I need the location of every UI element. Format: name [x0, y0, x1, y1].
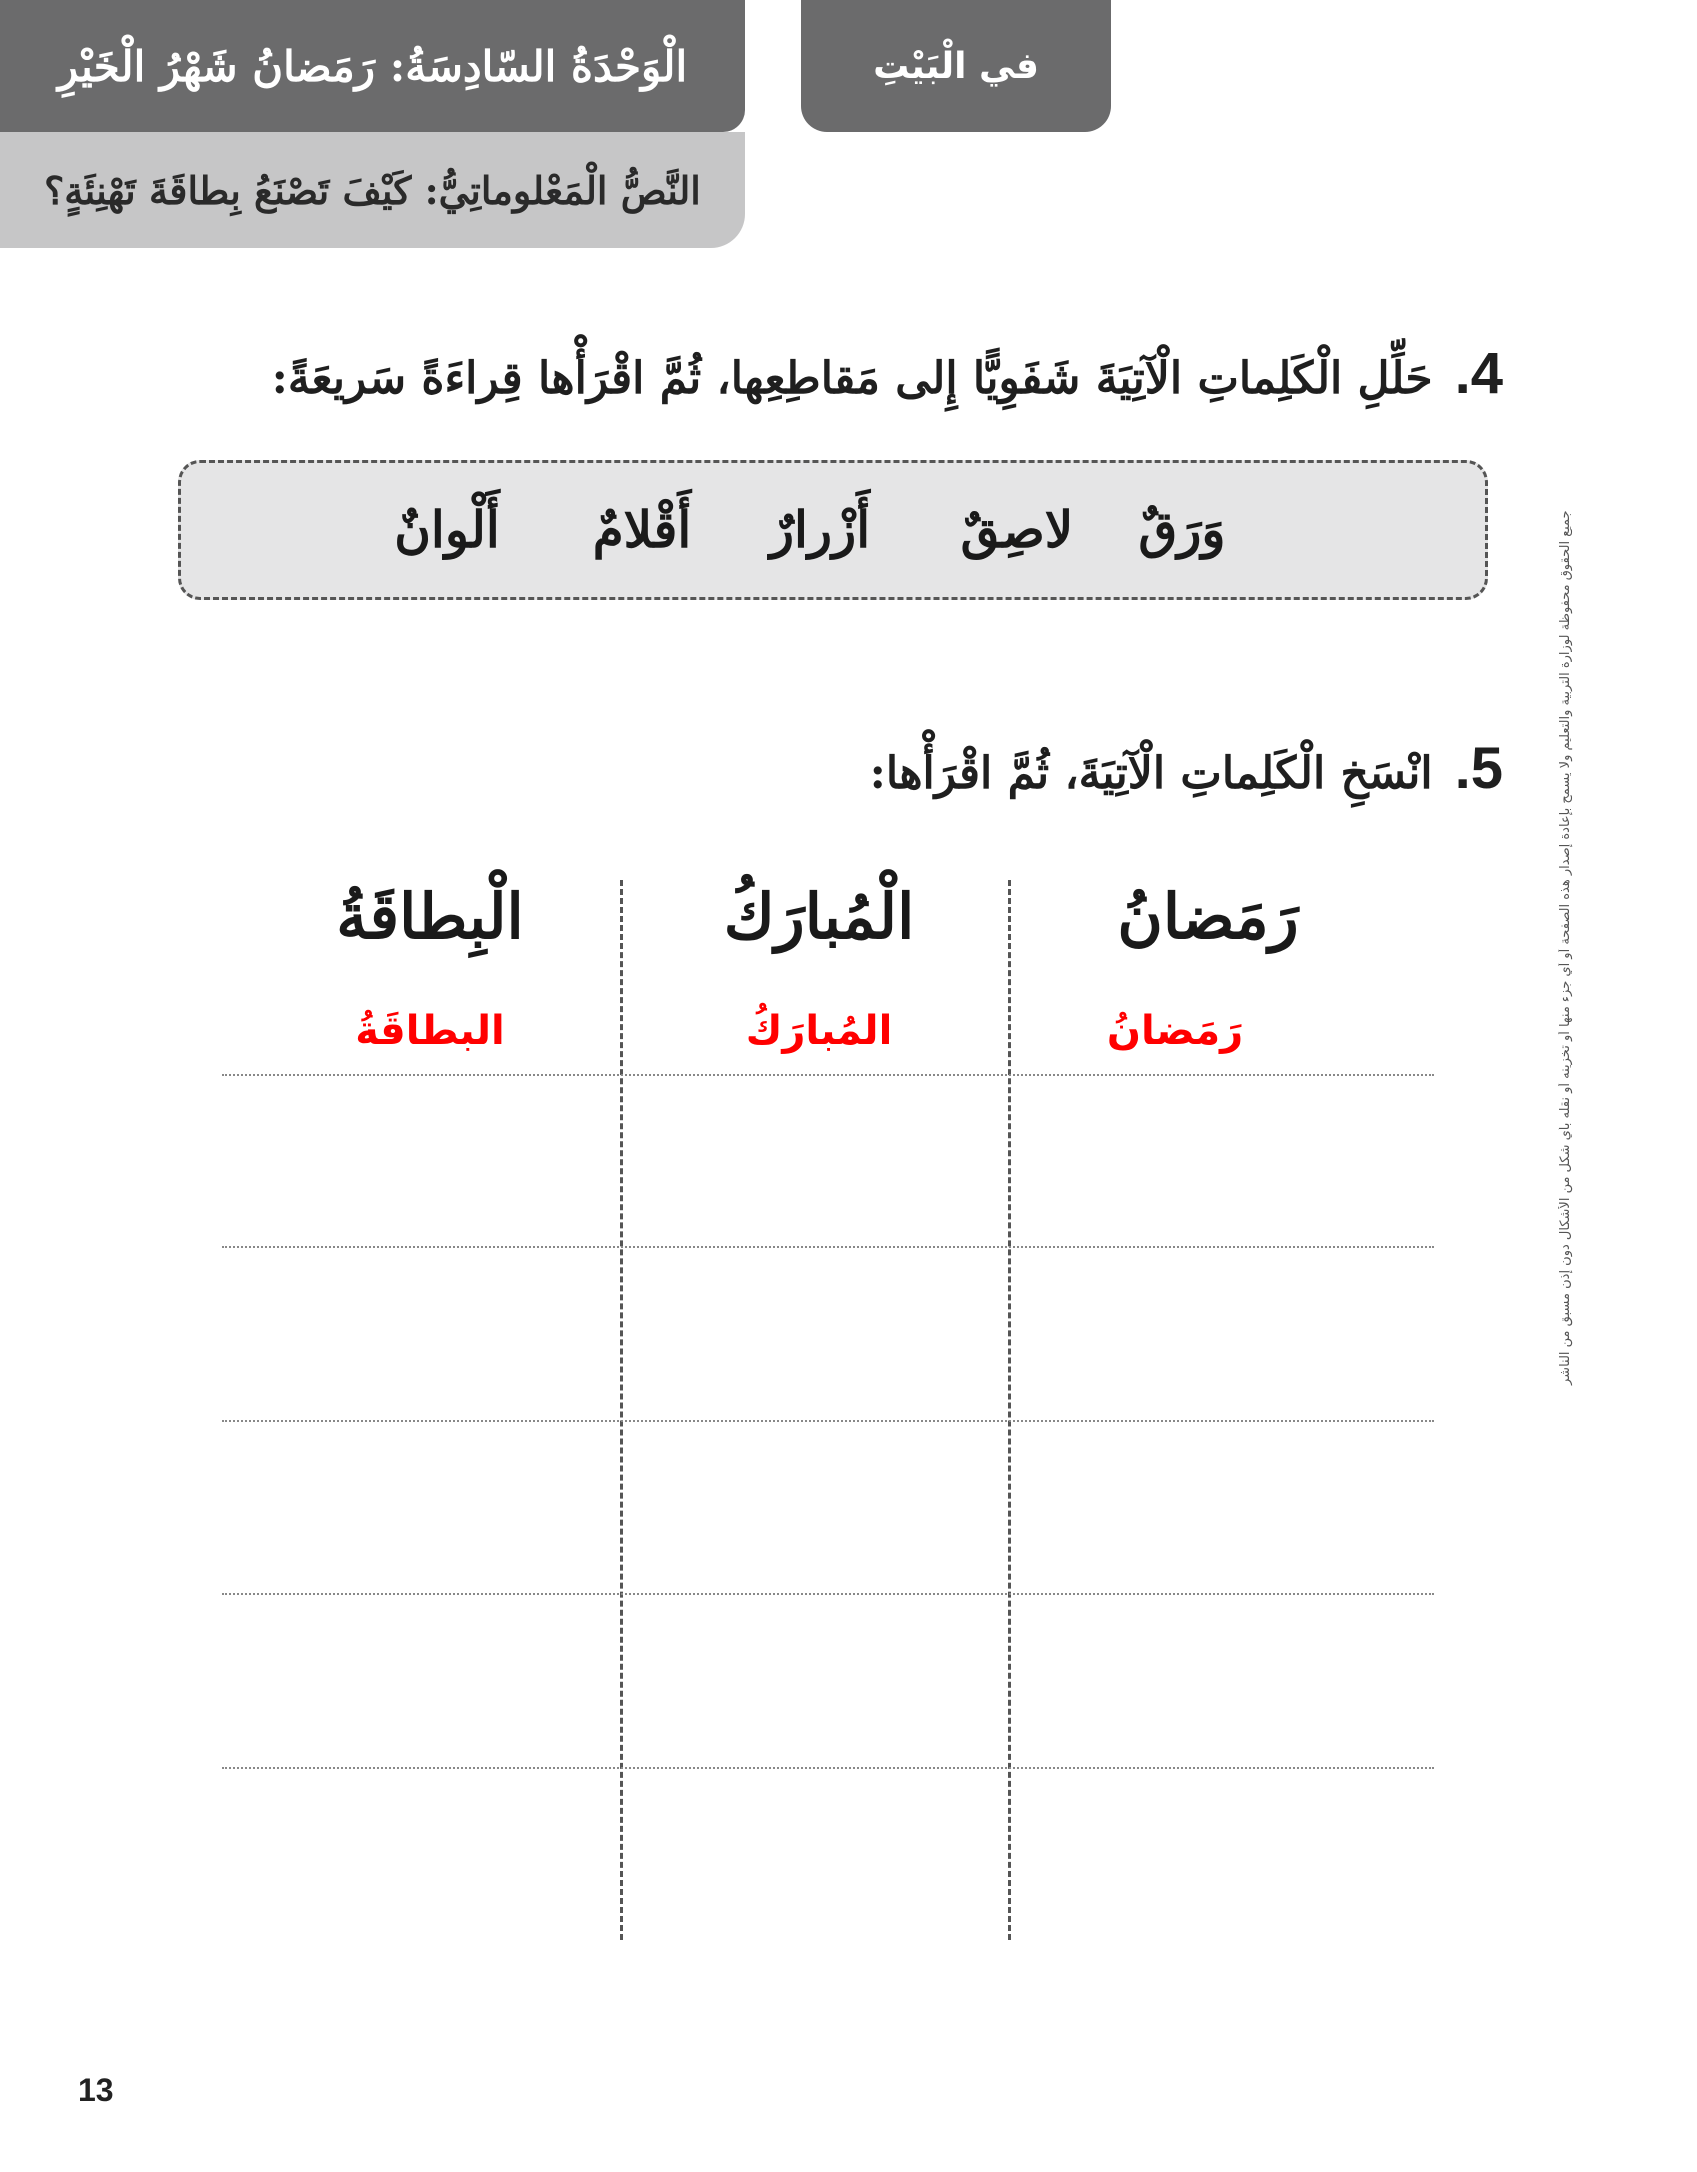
- column-divider: [1008, 880, 1011, 1940]
- column-heading: الْمُبارَكُ: [723, 880, 915, 953]
- question-5: [870, 735, 1503, 802]
- copyright-note: جميع الحقوق محفوظة لوزارة التربية والتعليم ولا يسمح بإعادة إصدار هذه الصفحة أو أي جزء منها أو تخزينه أو نقله بأي شكل من الأشكال دون إذن مسبق من الناشر: [1558, 510, 1573, 1385]
- written-answer[interactable]: رَمَضانُ: [1106, 1008, 1244, 1054]
- lesson-title: النَّصُّ الْمَعْلوماتِيُّ: كَيْفَ تَصْنَعُ بِطاقَةَ تَهْنِئَةٍ؟: [44, 167, 701, 213]
- writing-line[interactable]: [222, 1420, 1434, 1422]
- writing-line[interactable]: [222, 1074, 1434, 1076]
- word-box-word: أَلْوانٌ: [394, 500, 500, 559]
- question-4: [272, 340, 1503, 407]
- word-box-word: أَزْرارٌ: [769, 500, 871, 559]
- word-box-word: وَرَقٌ: [1138, 500, 1226, 559]
- page-number: 13: [78, 2072, 114, 2108]
- written-answer[interactable]: البطاقَةُ: [355, 1008, 505, 1054]
- column-divider: [620, 880, 623, 1940]
- question-5-number: 5.: [1454, 736, 1503, 801]
- unit-title: الْوَحْدَةُ السّادِسَةُ: رَمَضانُ شَهْرُ الْخَيْرِ: [57, 41, 688, 91]
- column-heading: الْبِطاقَةُ: [336, 880, 524, 953]
- word-box-word: أَقْلامٌ: [592, 500, 692, 559]
- word-box-word: لاصِقٌ: [960, 500, 1074, 559]
- home-tab: في الْبَيْتِ: [801, 0, 1111, 132]
- writing-line[interactable]: [222, 1593, 1434, 1595]
- writing-line[interactable]: [222, 1767, 1434, 1769]
- question-4-number: 4.: [1454, 341, 1503, 406]
- written-answer[interactable]: المُبارَكُ: [745, 1008, 893, 1054]
- column-heading: رَمَضانُ: [1117, 880, 1299, 953]
- writing-line[interactable]: [222, 1246, 1434, 1248]
- question-4-text: حَلِّلِ الْكَلِماتِ الْآتِيَةَ شَفَوِيًّا إِلى مَقاطِعِها، ثُمَّ اقْرَأْها قِراءَةً سَريعَةً:: [271, 353, 1433, 404]
- question-5-text: انْسَخِ الْكَلِماتِ الْآتِيَةَ، ثُمَّ اقْرَأْها:: [869, 748, 1433, 799]
